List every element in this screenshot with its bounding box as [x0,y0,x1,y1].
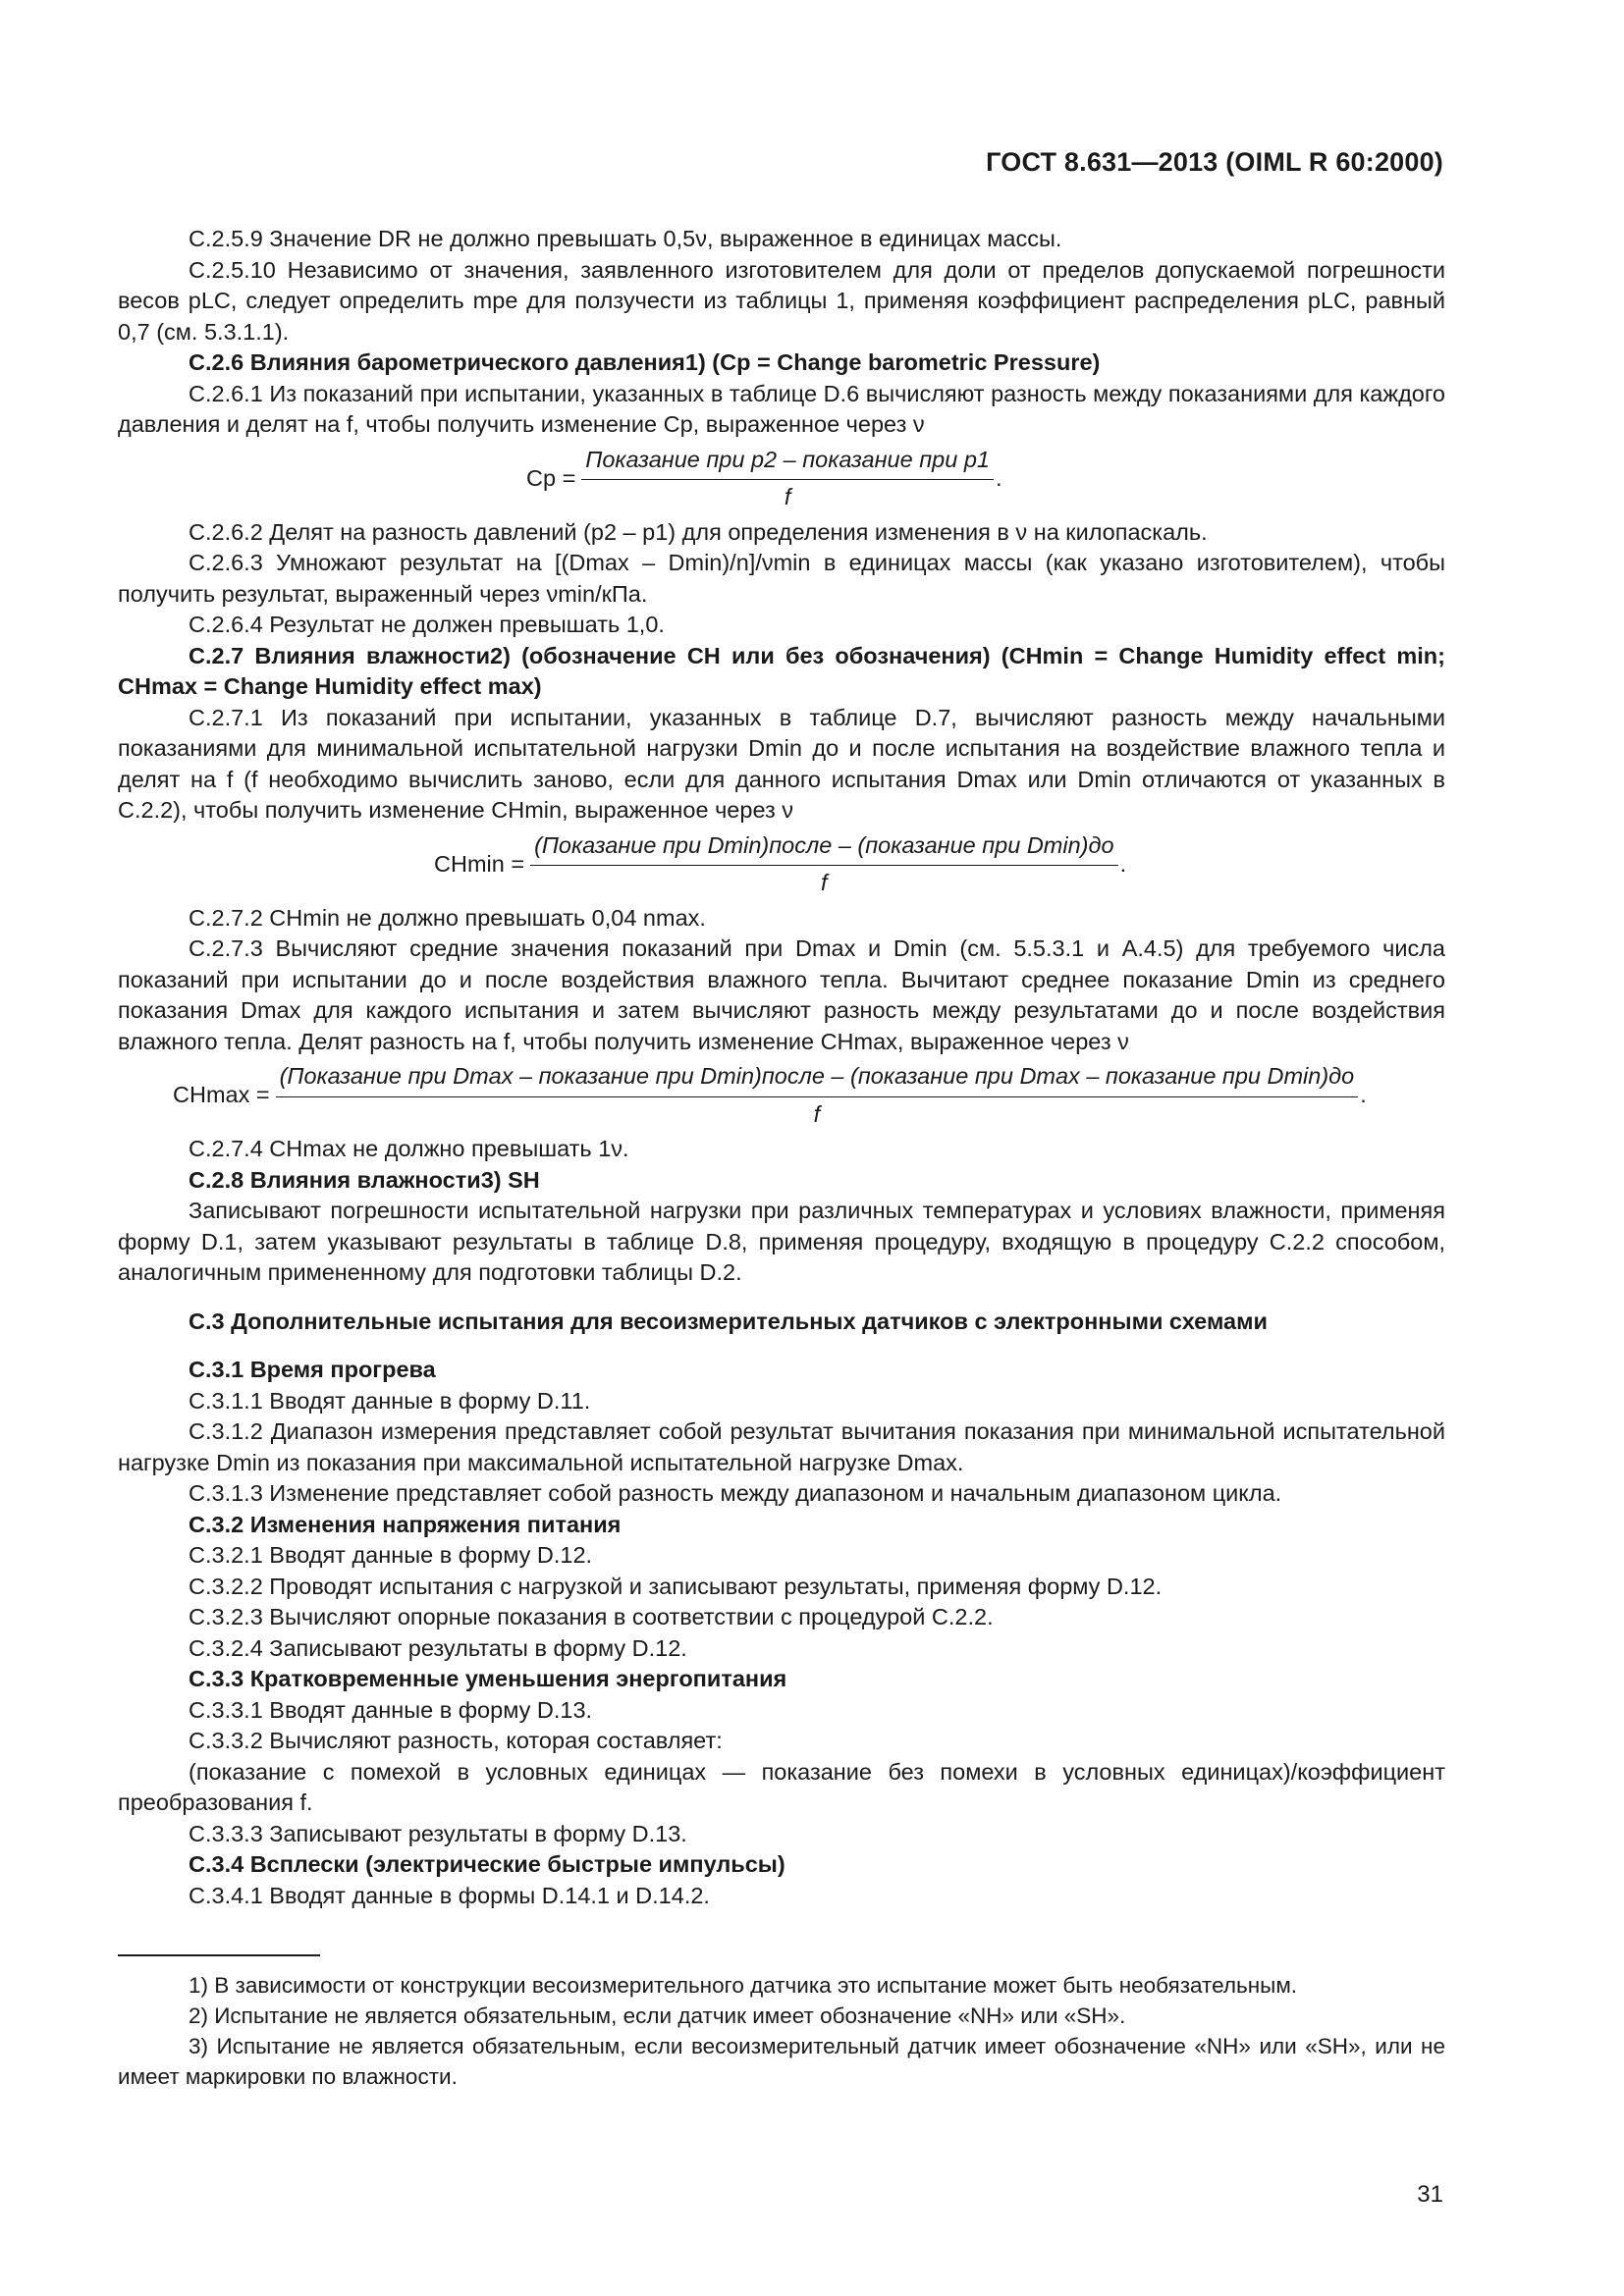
para-c273: C.2.7.3 Вычисляют средние значения показаний при Dmax и Dmin (см. 5.5.3.1 и A.4.5) для требуемого числа показаний при испытании до и после воздействия влажного тепла. Вычитают среднее показание Dmin из среднего показания Dmax для каждого испытания и затем вычисляют разность между результатами до и после воздействия влажного тепла. Делят разность на f, чтобы получить изменение CHmax, выраженное через ν [118,935,1445,1054]
heading-c33: C.3.3 Кратковременные уменьшения энергопитания [189,1666,787,1691]
para-c324: C.3.2.4 Записывают результаты в форму D.12. [189,1634,687,1661]
heading-c28: C.2.8 Влияния влажности3) SH [189,1166,540,1193]
para-c261: C.2.6.1 Из показаний при испытании, указанных в таблице D.6 вычисляют разность между показаниями для каждого давления и делят на f, чтобы получить изменение Cp, выраженное через ν [118,380,1445,437]
para-c259: C.2.5.9 Значение DR не должно превышать 0,5ν, выраженное в единицах массы. [189,226,1062,251]
heading-c31: C.3.1 Время прогрева [189,1357,436,1382]
heading-c32: C.3.2 Изменения напряжения питания [189,1511,622,1537]
formula-cp: Cp = $\frac{\text{Показание при p2 – показание при p1}}{f}$ . [118,445,1445,513]
para-c332: C.3.3.2 Вычисляют разность, которая составляет: [189,1728,723,1753]
document-header: ГОСТ 8.631—2013 (OIML R 60:2000) [986,147,1443,177]
para-c262: C.2.6.2 Делят на разность давлений (p2 – p1) для определения изменения в ν на килопаскаль. [189,518,1208,545]
formula-lhs: CHmax = [173,1082,270,1108]
para-c332-formula: (показание с помехой в условных единицах — показание без помехи в условных единицах)/коэффициент преобразования f. [118,1758,1445,1815]
formula-chmax: CHmax = (Показание при Dmax – показание при Dmin)после – (показание при Dmax – показание при Dmin)до f . [118,1061,1445,1130]
para-c312: C.3.1.2 Диапазон измерения представляет собой результат вычитания показания при минимальной испытательной нагрузке Dmin из показания при максимальной испытательной нагрузке Dmax. [118,1418,1445,1475]
footnote-2: 2) Испытание не является обязательным, если датчик имеет обозначение «NH» или «SH». [189,2003,1126,2028]
para-c263: C.2.6.3 Умножают результат на [(Dmax – Dmin)/n]/νmin в единицах массы (как указано изготовителем), чтобы получить результат, выраженный через νmin/кПа. [118,550,1445,607]
para-c341: C.3.4.1 Вводят данные в формы D.14.1 и D.14.2. [189,1882,710,1908]
para-c331: C.3.3.1 Вводят данные в форму D.13. [189,1696,593,1723]
fraction-denominator: f [784,484,791,509]
para-c322: C.3.2.2 Проводят испытания с нагрузкой и записывают результаты, применяя форму D.12. [189,1573,1163,1599]
para-c271: C.2.7.1 Из показаний при испытании, указанных в таблице D.7, вычисляют разность между начальными показаниями для минимальной испытательной нагрузки Dmin до и после испытания на воздействие влажного тепла и делят на f (f необходимо вычислить заново, если для данного испытания Dmax или Dmin отличаются от указанных в C.2.2), чтобы получить изменение CHmin, выраженное через ν [118,704,1445,823]
page-number: 31 [1417,2181,1443,2208]
para-c28: Записывают погрешности испытательной нагрузки при различных температурах и условиях влажности, применяя форму D.1, затем указывают результаты в таблице D.8, применяя процедуру, входящую в процедуру C.2.2 способом, аналогичным примененному для подготовки таблицы D.2. [118,1198,1445,1285]
para-c313: C.3.1.3 Изменение представляет собой разность между диапазоном и начальным диапазоном цикла. [189,1480,1282,1506]
para-c323: C.3.2.3 Вычисляют опорные показания в соответствии с процедурой C.2.2. [189,1604,994,1629]
heading-c3: C.3 Дополнительные испытания для весоизмерительных датчиков с электронными схемами [189,1308,1268,1334]
document-body [118,224,1445,2092]
para-c321: C.3.2.1 Вводят данные в форму D.12. [189,1542,593,1568]
para-c333: C.3.3.3 Записывают результаты в форму D.13. [189,1820,687,1846]
heading-c27: C.2.7 Влияния влажности2) (обозначение CH или без обозначения) (CHmin = Change Humidity effect min; CHmax = Change Humidity effect max) [118,642,1445,699]
footnote-1: 1) В зависимости от конструкции весоизмерительного датчика это испытание может быть необязательным. [189,1973,1298,1998]
fraction [530,830,1118,899]
para-c264: C.2.6.4 Результат не должен превышать 1,0. [189,612,665,637]
formula-lhs: CHmin = [434,850,525,877]
fraction-denominator: f [821,870,828,895]
fraction [581,445,994,513]
heading-c26: C.2.6 Влияния барометрического давления1) (Cp = Change barometric Pressure) [189,349,1101,375]
fraction-denominator: f [813,1100,821,1127]
para-c311: C.3.1.1 Вводят данные в форму D.11. [189,1387,591,1414]
fraction-numerator: Показание при p2 – показание при p1 [581,445,994,481]
footnote-divider [118,1954,320,1956]
para-c2510: C.2.5.10 Независимо от значения, заявленного изготовителем для доли от пределов допускаемой погрешности весов pLC, следует определить mpe для ползучести из таблицы 1, применяя коэффициент распределения pLC, равный 0,7 (см. 5.3.1.1). [118,256,1445,345]
fraction [276,1061,1359,1130]
heading-c34: C.3.4 Всплески (электрические быстрые импульсы) [189,1851,785,1877]
formula-chmin: CHmin = $\frac{\text{(Показание при Dmin)после – (показание при Dmin)до}}{f}$ . [118,830,1445,899]
fraction-numerator: (Показание при Dmin)после – (показание при Dmin)до [530,830,1118,867]
para-c274: C.2.7.4 CHmax не должно превышать 1ν. [189,1136,629,1161]
fraction-numerator: (Показание при Dmax – показание при Dmin)после – (показание при Dmax – показание при Dmin)до [276,1061,1359,1097]
para-c272: C.2.7.2 CHmin не должно превышать 0,04 nmax. [189,904,706,931]
formula-lhs: Cp = [526,464,576,491]
footnote-3: 3) Испытание не является обязательным, если весоизмерительный датчик имеет обозначение «NH» или «SH», или не имеет маркировки по влажности. [118,2034,1445,2089]
